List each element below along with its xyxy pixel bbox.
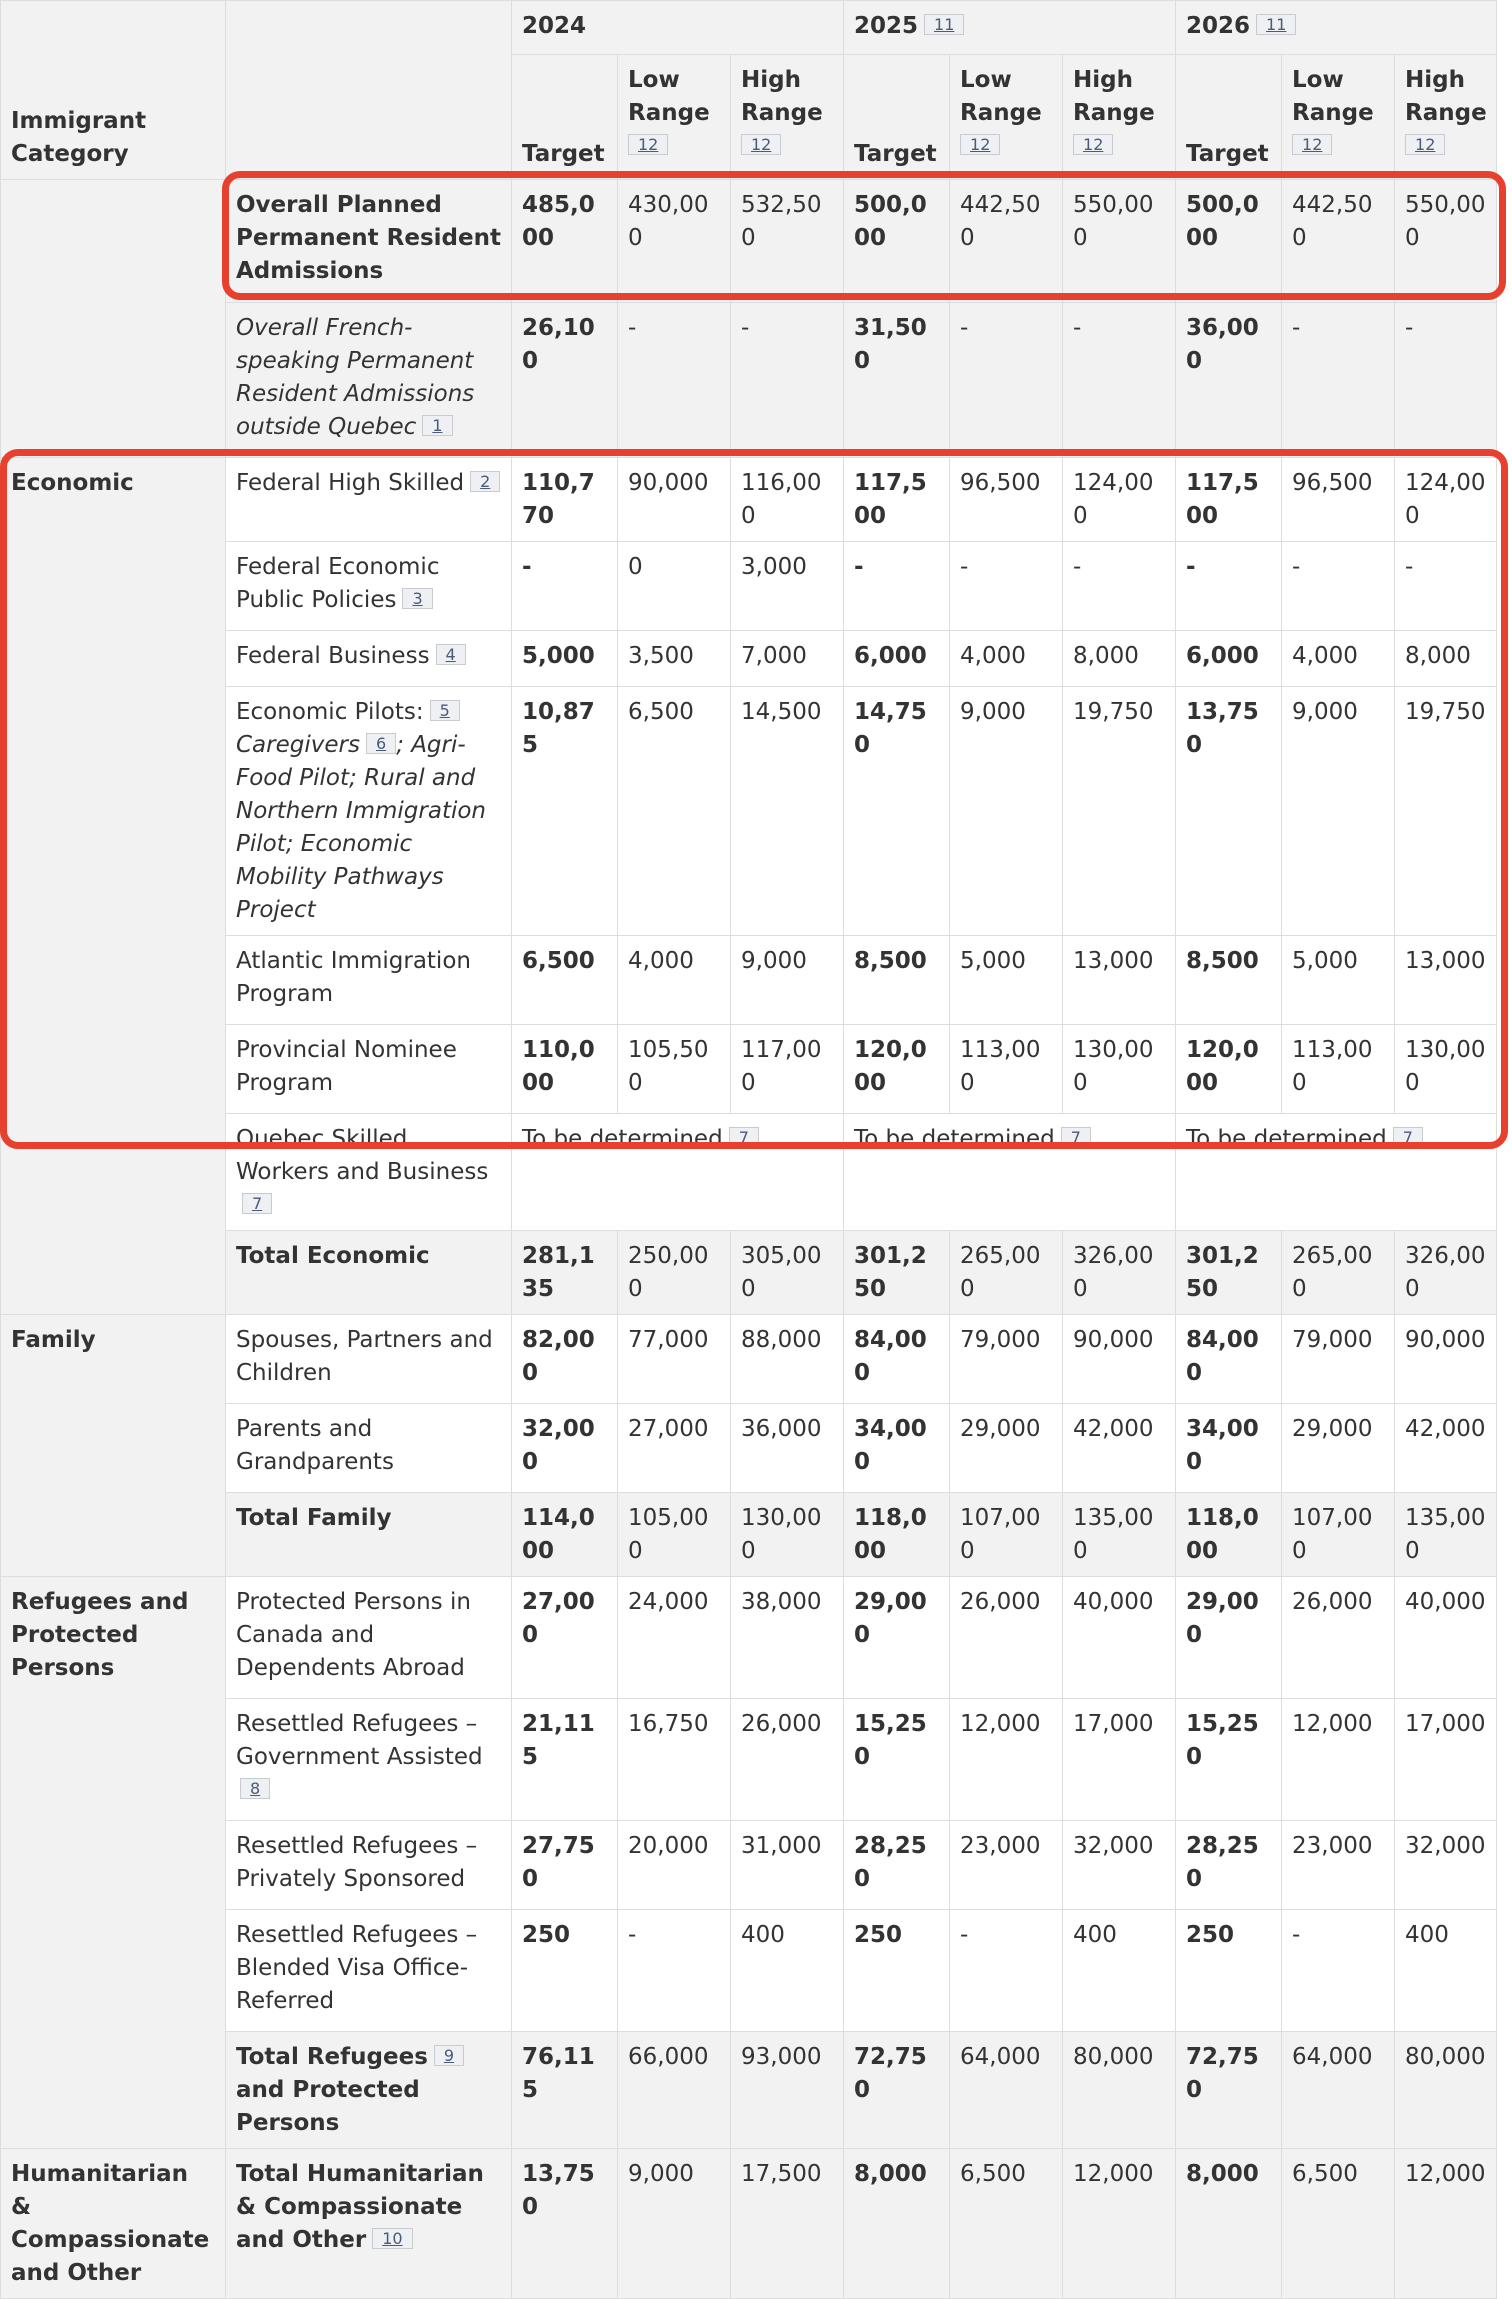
row-label: Total Family: [226, 1493, 512, 1577]
low-range-cell: 442,500: [1282, 180, 1395, 303]
high-range-cell: -: [1063, 303, 1176, 458]
low-range-cell: 24,000: [618, 1577, 731, 1699]
french-speaking-row: [1, 303, 1497, 458]
row-label: Resettled Refugees – Privately Sponsored: [226, 1821, 512, 1910]
high-range-cell: 26,000: [731, 1699, 844, 1821]
target-cell: 250: [1176, 1910, 1282, 2032]
row-label: Overall French-speaking Permanent Resident Admissions outside Quebec 1: [226, 303, 512, 458]
atlantic-immigration-row: [1, 936, 1497, 1025]
high-range-cell: 17,500: [731, 2149, 844, 2299]
high-range-cell: 12,000: [1063, 2149, 1176, 2299]
high-range-cell: 40,000: [1395, 1577, 1497, 1699]
target-cell: 72,750: [844, 2032, 950, 2149]
target-cell: 114,000: [512, 1493, 618, 1577]
target-cell: 6,000: [844, 631, 950, 687]
low-range-cell: 16,750: [618, 1699, 731, 1821]
target-cell: 6,000: [1176, 631, 1282, 687]
footnote-link[interactable]: 10: [372, 2228, 412, 2249]
year-header-2024: 2024: [512, 1, 844, 55]
low-range-cell: 79,000: [1282, 1315, 1395, 1404]
row-label: Federal Economic Public Policies 3: [226, 542, 512, 631]
high-range-cell: 326,000: [1395, 1231, 1497, 1315]
target-cell: 28,250: [1176, 1821, 1282, 1910]
high-range-cell: 130,000: [1063, 1025, 1176, 1114]
target-cell: 32,000: [512, 1404, 618, 1493]
low-range-cell: 113,000: [950, 1025, 1063, 1114]
low-range-header: Low Range 12: [618, 55, 731, 180]
row-label: Resettled Refugees – Government Assisted 8: [226, 1699, 512, 1821]
high-range-cell: 135,000: [1063, 1493, 1176, 1577]
low-range-cell: 26,000: [950, 1577, 1063, 1699]
low-range-cell: 4,000: [618, 936, 731, 1025]
target-cell: 250: [844, 1910, 950, 2032]
target-cell: 26,100: [512, 303, 618, 458]
footnote-link[interactable]: 12: [1292, 134, 1332, 155]
target-cell: 84,000: [1176, 1315, 1282, 1404]
target-cell: 28,250: [844, 1821, 950, 1910]
low-range-cell: 430,000: [618, 180, 731, 303]
row-label: Federal Business 4: [226, 631, 512, 687]
high-range-cell: 550,000: [1395, 180, 1497, 303]
high-range-cell: 8,000: [1395, 631, 1497, 687]
target-cell: 34,000: [1176, 1404, 1282, 1493]
high-range-header: High Range 12: [1395, 55, 1497, 180]
high-range-cell: -: [1063, 542, 1176, 631]
government-assisted-row: [1, 1699, 1497, 1821]
row-label: Provincial Nominee Program: [226, 1025, 512, 1114]
low-range-cell: 6,500: [1282, 2149, 1395, 2299]
row-label: Total Economic: [226, 1231, 512, 1315]
low-range-cell: 20,000: [618, 1821, 731, 1910]
target-cell: 8,000: [844, 2149, 950, 2299]
low-range-cell: 4,000: [950, 631, 1063, 687]
footnote-link[interactable]: 2: [470, 471, 500, 492]
low-range-cell: 105,500: [618, 1025, 731, 1114]
footnote-link[interactable]: 7: [242, 1193, 272, 1214]
low-range-cell: -: [950, 303, 1063, 458]
row-label: Economic Pilots: 5 Caregivers 6 ; Agri-Food Pilot; Rural and Northern Immigration Pilot; Economic Mobility Pathways Project: [226, 687, 512, 936]
low-range-cell: 107,000: [950, 1493, 1063, 1577]
target-cell: 15,250: [844, 1699, 950, 1821]
low-range-cell: 3,500: [618, 631, 731, 687]
high-range-cell: -: [1395, 542, 1497, 631]
row-label: Resettled Refugees – Blended Visa Office-Referred: [226, 1910, 512, 2032]
high-range-cell: 90,000: [1395, 1315, 1497, 1404]
low-range-cell: 26,000: [1282, 1577, 1395, 1699]
target-cell: 82,000: [512, 1315, 618, 1404]
high-range-cell: 17,000: [1063, 1699, 1176, 1821]
high-range-cell: 550,000: [1063, 180, 1176, 303]
high-range-header: High Range 12: [731, 55, 844, 180]
row-label: Federal High Skilled 2: [226, 458, 512, 542]
high-range-cell: 8,000: [1063, 631, 1176, 687]
high-range-cell: 532,500: [731, 180, 844, 303]
target-cell: 34,000: [844, 1404, 950, 1493]
high-range-header: High Range 12: [1063, 55, 1176, 180]
high-range-cell: 42,000: [1395, 1404, 1497, 1493]
low-range-cell: 9,000: [618, 2149, 731, 2299]
high-range-cell: 32,000: [1063, 1821, 1176, 1910]
low-range-cell: 29,000: [950, 1404, 1063, 1493]
target-header: Target: [1176, 55, 1282, 180]
low-range-cell: 90,000: [618, 458, 731, 542]
overall-admissions-row: [1, 180, 1497, 303]
provincial-nominee-row: [1, 1025, 1497, 1114]
row-label: Atlantic Immigration Program: [226, 936, 512, 1025]
low-range-cell: 9,000: [950, 687, 1063, 936]
year-header-2025: 2025 11: [844, 1, 1176, 55]
low-range-cell: 5,000: [1282, 936, 1395, 1025]
category-cell-empty: [1, 180, 226, 458]
high-range-cell: 19,750: [1063, 687, 1176, 936]
target-cell: 110,000: [512, 1025, 618, 1114]
high-range-cell: 135,000: [1395, 1493, 1497, 1577]
low-range-cell: 265,000: [1282, 1231, 1395, 1315]
target-cell: 76,115: [512, 2032, 618, 2149]
blank-header: [226, 1, 512, 180]
tbd-cell: To be determined 7: [512, 1114, 844, 1231]
year-header-2026: 2026 11: [1176, 1, 1497, 55]
high-range-cell: 400: [731, 1910, 844, 2032]
total-humanitarian-row: [1, 2149, 1497, 2299]
target-cell: 29,000: [844, 1577, 950, 1699]
high-range-cell: 130,000: [731, 1493, 844, 1577]
federal-economic-public-policies-row: [1, 542, 1497, 631]
high-range-cell: 38,000: [731, 1577, 844, 1699]
category-family: Family: [1, 1315, 226, 1577]
economic-pilots-row: [1, 687, 1497, 936]
target-cell: 117,500: [1176, 458, 1282, 542]
low-range-cell: 12,000: [950, 1699, 1063, 1821]
target-cell: 31,500: [844, 303, 950, 458]
low-range-cell: 6,500: [950, 2149, 1063, 2299]
row-label: Parents and Grandparents: [226, 1404, 512, 1493]
footnote-link[interactable]: 11: [1256, 14, 1296, 35]
target-cell: 500,000: [1176, 180, 1282, 303]
footnote-link[interactable]: 12: [1073, 134, 1113, 155]
target-cell: 117,500: [844, 458, 950, 542]
target-cell: 84,000: [844, 1315, 950, 1404]
high-range-cell: 40,000: [1063, 1577, 1176, 1699]
high-range-cell: 14,500: [731, 687, 844, 936]
target-cell: 5,000: [512, 631, 618, 687]
row-label: Total Refugees 9 and Protected Persons: [226, 2032, 512, 2149]
row-label: Total Humanitarian & Compassionate and Other 10: [226, 2149, 512, 2299]
high-range-cell: 124,000: [1395, 458, 1497, 542]
high-range-cell: 116,000: [731, 458, 844, 542]
federal-business-row: [1, 631, 1497, 687]
high-range-cell: 31,000: [731, 1821, 844, 1910]
high-range-cell: 13,000: [1395, 936, 1497, 1025]
high-range-cell: 42,000: [1063, 1404, 1176, 1493]
low-range-cell: -: [950, 1910, 1063, 2032]
target-cell: 6,500: [512, 936, 618, 1025]
target-cell: -: [1176, 542, 1282, 631]
high-range-cell: 13,000: [1063, 936, 1176, 1025]
target-cell: 301,250: [844, 1231, 950, 1315]
high-range-cell: 305,000: [731, 1231, 844, 1315]
low-range-cell: 6,500: [618, 687, 731, 936]
target-cell: 301,250: [1176, 1231, 1282, 1315]
privately-sponsored-row: [1, 1821, 1497, 1910]
immigrant-category-header: Immigrant Category: [1, 1, 226, 180]
high-range-cell: 19,750: [1395, 687, 1497, 936]
low-range-cell: -: [1282, 542, 1395, 631]
target-cell: 21,115: [512, 1699, 618, 1821]
row-label: Quebec Skilled Workers and Business7: [226, 1114, 512, 1231]
target-cell: 13,750: [512, 2149, 618, 2299]
low-range-header: Low Range 12: [1282, 55, 1395, 180]
footnote-link[interactable]: 12: [741, 134, 781, 155]
low-range-cell: 113,000: [1282, 1025, 1395, 1114]
target-cell: -: [512, 542, 618, 631]
target-cell: 118,000: [1176, 1493, 1282, 1577]
high-range-cell: 400: [1395, 1910, 1497, 2032]
row-label: Spouses, Partners and Children: [226, 1315, 512, 1404]
target-cell: 485,000: [512, 180, 618, 303]
footnote-link[interactable]: 7: [729, 1127, 759, 1148]
low-range-header: Low Range 12: [950, 55, 1063, 180]
footnote-link[interactable]: 12: [1405, 134, 1445, 155]
target-cell: 120,000: [844, 1025, 950, 1114]
target-cell: 27,000: [512, 1577, 618, 1699]
target-header: Target: [844, 55, 950, 180]
high-range-cell: -: [1395, 303, 1497, 458]
high-range-cell: 17,000: [1395, 1699, 1497, 1821]
high-range-cell: 80,000: [1063, 2032, 1176, 2149]
target-cell: 29,000: [1176, 1577, 1282, 1699]
footnote-link[interactable]: 11: [924, 14, 964, 35]
low-range-cell: -: [950, 542, 1063, 631]
low-range-cell: 5,000: [950, 936, 1063, 1025]
total-family-row: [1, 1493, 1497, 1577]
target-cell: 500,000: [844, 180, 950, 303]
low-range-cell: 64,000: [950, 2032, 1063, 2149]
low-range-cell: 77,000: [618, 1315, 731, 1404]
high-range-cell: 90,000: [1063, 1315, 1176, 1404]
footnote-link[interactable]: 12: [960, 134, 1000, 155]
target-cell: 118,000: [844, 1493, 950, 1577]
low-range-cell: 27,000: [618, 1404, 731, 1493]
high-range-cell: 130,000: [1395, 1025, 1497, 1114]
target-cell: 250: [512, 1910, 618, 2032]
footnote-link[interactable]: 3: [402, 588, 432, 609]
high-range-cell: 36,000: [731, 1404, 844, 1493]
footnote-link[interactable]: 1: [422, 415, 452, 436]
low-range-cell: 0: [618, 542, 731, 631]
category-refugees: Refugees and Protected Persons: [1, 1577, 226, 2149]
low-range-cell: 23,000: [1282, 1821, 1395, 1910]
target-cell: 15,250: [1176, 1699, 1282, 1821]
low-range-cell: 66,000: [618, 2032, 731, 2149]
target-cell: 8,500: [1176, 936, 1282, 1025]
target-cell: 13,750: [1176, 687, 1282, 936]
year-header-row: [1, 1, 1497, 55]
high-range-cell: 117,000: [731, 1025, 844, 1114]
parents-grandparents-row: [1, 1404, 1497, 1493]
footnote-link[interactable]: 7: [1061, 1127, 1091, 1148]
low-range-cell: 23,000: [950, 1821, 1063, 1910]
tbd-cell: To be determined 7: [1176, 1114, 1497, 1231]
footnote-link[interactable]: 7: [1393, 1127, 1423, 1148]
low-range-cell: 64,000: [1282, 2032, 1395, 2149]
low-range-cell: 9,000: [1282, 687, 1395, 936]
category-economic: Economic: [1, 458, 226, 1315]
category-humanitarian: Humanitarian & Compassionate and Other: [1, 2149, 226, 2299]
footnote-link[interactable]: 8: [240, 1778, 270, 1799]
target-cell: 110,770: [512, 458, 618, 542]
target-cell: 120,000: [1176, 1025, 1282, 1114]
high-range-cell: -: [731, 303, 844, 458]
low-range-cell: -: [1282, 303, 1395, 458]
target-cell: 8,000: [1176, 2149, 1282, 2299]
high-range-cell: 3,000: [731, 542, 844, 631]
high-range-cell: 12,000: [1395, 2149, 1497, 2299]
total-refugees-row: [1, 2032, 1497, 2149]
low-range-cell: 105,000: [618, 1493, 731, 1577]
high-range-cell: 400: [1063, 1910, 1176, 2032]
low-range-cell: -: [618, 303, 731, 458]
low-range-cell: 250,000: [618, 1231, 731, 1315]
footnote-link[interactable]: 6: [366, 733, 396, 754]
row-label: Protected Persons in Canada and Dependents Abroad: [226, 1577, 512, 1699]
high-range-cell: 9,000: [731, 936, 844, 1025]
total-economic-row: [1, 1231, 1497, 1315]
target-cell: 281,135: [512, 1231, 618, 1315]
footnote-link[interactable]: 5: [430, 700, 460, 721]
target-cell: 72,750: [1176, 2032, 1282, 2149]
low-range-cell: 265,000: [950, 1231, 1063, 1315]
high-range-cell: 80,000: [1395, 2032, 1497, 2149]
footnote-link[interactable]: 12: [628, 134, 668, 155]
target-cell: 8,500: [844, 936, 950, 1025]
target-cell: 10,875: [512, 687, 618, 936]
low-range-cell: 12,000: [1282, 1699, 1395, 1821]
low-range-cell: 107,000: [1282, 1493, 1395, 1577]
quebec-skilled-workers-row: [1, 1114, 1497, 1231]
blended-visa-row: [1, 1910, 1497, 2032]
low-range-cell: 442,500: [950, 180, 1063, 303]
target-header: Target: [512, 55, 618, 180]
low-range-cell: 29,000: [1282, 1404, 1395, 1493]
low-range-cell: -: [618, 1910, 731, 2032]
high-range-cell: 7,000: [731, 631, 844, 687]
high-range-cell: 124,000: [1063, 458, 1176, 542]
federal-high-skilled-row: [1, 458, 1497, 542]
low-range-cell: 79,000: [950, 1315, 1063, 1404]
target-cell: 36,000: [1176, 303, 1282, 458]
high-range-cell: 93,000: [731, 2032, 844, 2149]
target-cell: 27,750: [512, 1821, 618, 1910]
tbd-cell: To be determined 7: [844, 1114, 1176, 1231]
target-cell: -: [844, 542, 950, 631]
footnote-link[interactable]: 4: [436, 644, 466, 665]
footnote-link[interactable]: 9: [434, 2045, 464, 2066]
low-range-cell: -: [1282, 1910, 1395, 2032]
row-label: Overall Planned Permanent Resident Admissions: [226, 180, 512, 303]
low-range-cell: 4,000: [1282, 631, 1395, 687]
low-range-cell: 96,500: [950, 458, 1063, 542]
high-range-cell: 88,000: [731, 1315, 844, 1404]
protected-persons-row: [1, 1577, 1497, 1699]
high-range-cell: 326,000: [1063, 1231, 1176, 1315]
spouses-partners-row: [1, 1315, 1497, 1404]
high-range-cell: 32,000: [1395, 1821, 1497, 1910]
low-range-cell: 96,500: [1282, 458, 1395, 542]
target-cell: 14,750: [844, 687, 950, 936]
